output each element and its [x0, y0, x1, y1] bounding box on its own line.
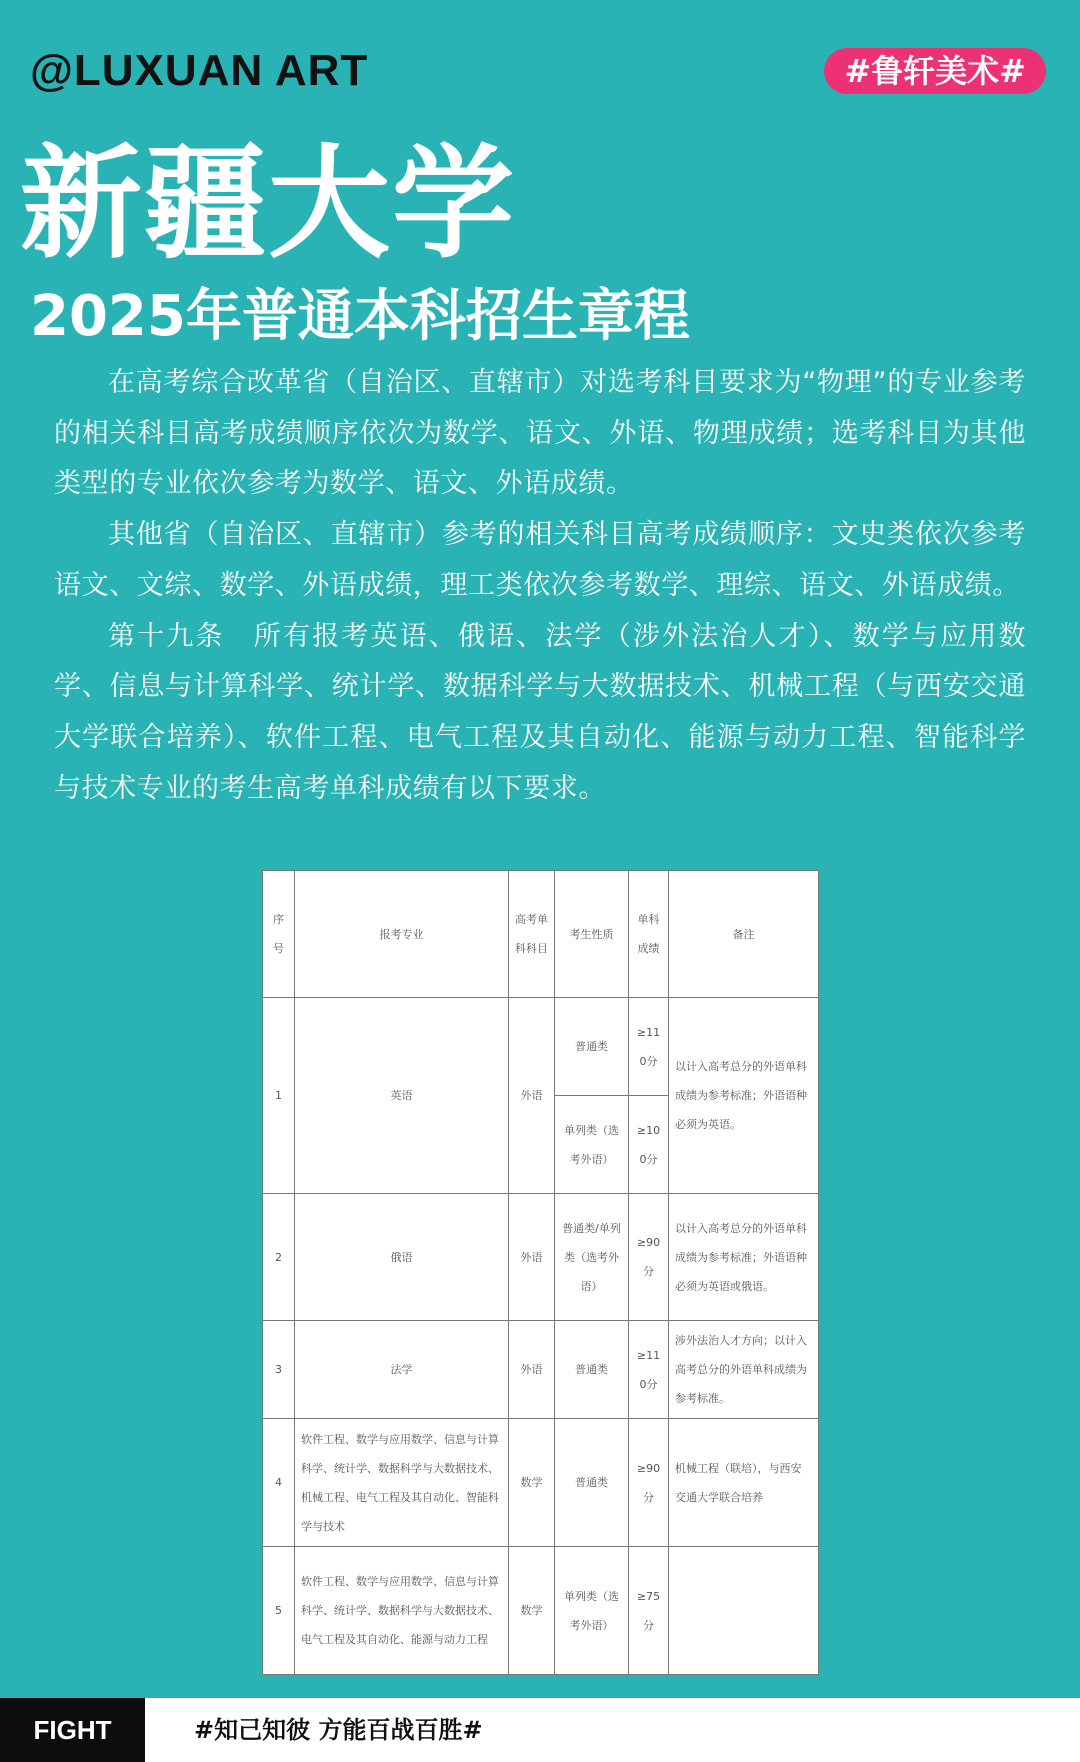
row1-index: 1	[263, 998, 295, 1194]
row5-score: ≥75分	[629, 1547, 669, 1675]
brand-label: @LUXUAN ART	[30, 46, 369, 95]
row1-note: 以计入高考总分的外语单科成绩为参考标准；外语语种必须为英语。	[669, 998, 819, 1194]
paragraph-3: 第十九条 所有报考英语、俄语、法学（涉外法治人才）、数学与应用数学、信息与计算科学、统计学、数据科学与大数据技术、机械工程（与西安交通大学联合培养）、软件工程、电气工程及其自动化、能源与动力工程、智能科学与技术专业的考生高考单科成绩有以下要求。	[54, 620, 1026, 804]
row2-score: ≥90分	[629, 1194, 669, 1321]
table-row	[263, 1321, 819, 1419]
row3-major: 法学	[295, 1321, 509, 1419]
row4-score: ≥90分	[629, 1419, 669, 1547]
header-score: 单科成绩	[629, 871, 669, 998]
row5-subject: 数学	[509, 1547, 555, 1675]
row2-subject: 外语	[509, 1194, 555, 1321]
row4-major: 软件工程、数学与应用数学、信息与计算科学、统计学、数据科学与大数据技术、机械工程、电气工程及其自动化、智能科学与技术	[295, 1419, 509, 1547]
row3-index: 3	[263, 1321, 295, 1419]
table-row	[263, 998, 819, 1096]
table-header-row	[263, 871, 819, 998]
row1-type-b: 单列类（选考外语）	[555, 1096, 629, 1194]
requirements-table	[262, 870, 819, 1675]
header-subject: 高考单科科目	[509, 871, 555, 998]
row2-major: 俄语	[295, 1194, 509, 1321]
row1-subject: 外语	[509, 998, 555, 1194]
row1-type-a: 普通类	[555, 998, 629, 1096]
row4-subject: 数学	[509, 1419, 555, 1547]
row5-major: 软件工程、数学与应用数学、信息与计算科学、统计学、数据科学与大数据技术、电气工程及其自动化、能源与动力工程	[295, 1547, 509, 1675]
table-row	[263, 1547, 819, 1675]
row2-type: 普通类/单列类（选考外语）	[555, 1194, 629, 1321]
article-body	[54, 358, 1026, 814]
header-type: 考生性质	[555, 871, 629, 998]
row5-index: 5	[263, 1547, 295, 1675]
row2-index: 2	[263, 1194, 295, 1321]
header-index: 序号	[263, 871, 295, 998]
paragraph-2: 其他省（自治区、直辖市）参考的相关科目高考成绩顺序：文史类依次参考语文、文综、数学、外语成绩，理工类依次参考数学、理综、语文、外语成绩。	[54, 519, 1026, 601]
row2-note: 以计入高考总分的外语单科成绩为参考标准；外语语种必须为英语或俄语。	[669, 1194, 819, 1321]
row1-score-b: ≥100分	[629, 1096, 669, 1194]
row3-subject: 外语	[509, 1321, 555, 1419]
table-row	[263, 1419, 819, 1547]
paragraph-1: 在高考综合改革省（自治区、直辖市）对选考科目要求为“物理”的专业参考的相关科目高考成绩顺序依次为数学、语文、外语、物理成绩；选考科目为其他类型的专业依次参考为数学、语文、外语成绩。	[54, 367, 1026, 500]
requirements-table-image	[262, 870, 818, 1674]
row3-type: 普通类	[555, 1321, 629, 1419]
row1-major: 英语	[295, 998, 509, 1194]
row4-index: 4	[263, 1419, 295, 1547]
row4-note: 机械工程（联培），与西安交通大学联合培养	[669, 1419, 819, 1547]
row3-score: ≥110分	[629, 1321, 669, 1419]
row4-type: 普通类	[555, 1419, 629, 1547]
row5-type: 单列类（选考外语）	[555, 1547, 629, 1675]
page-subtitle: 2025年普通本科招生章程	[30, 284, 690, 349]
row1-score-a: ≥110分	[629, 998, 669, 1096]
header-note: 备注	[669, 871, 819, 998]
table-row	[263, 1194, 819, 1321]
footer-bar	[0, 1698, 1080, 1762]
hashtag-badge: #鲁轩美术#	[824, 48, 1046, 94]
footer-slogan: #知己知彼 方能百战百胜#	[194, 1716, 483, 1744]
row3-note: 涉外法治人才方向；以计入高考总分的外语单科成绩为参考标准。	[669, 1321, 819, 1419]
page-title: 新疆大学	[20, 133, 516, 275]
header-major: 报考专业	[295, 871, 509, 998]
footer-fight-label: FIGHT	[0, 1698, 145, 1762]
row5-note	[669, 1547, 819, 1675]
